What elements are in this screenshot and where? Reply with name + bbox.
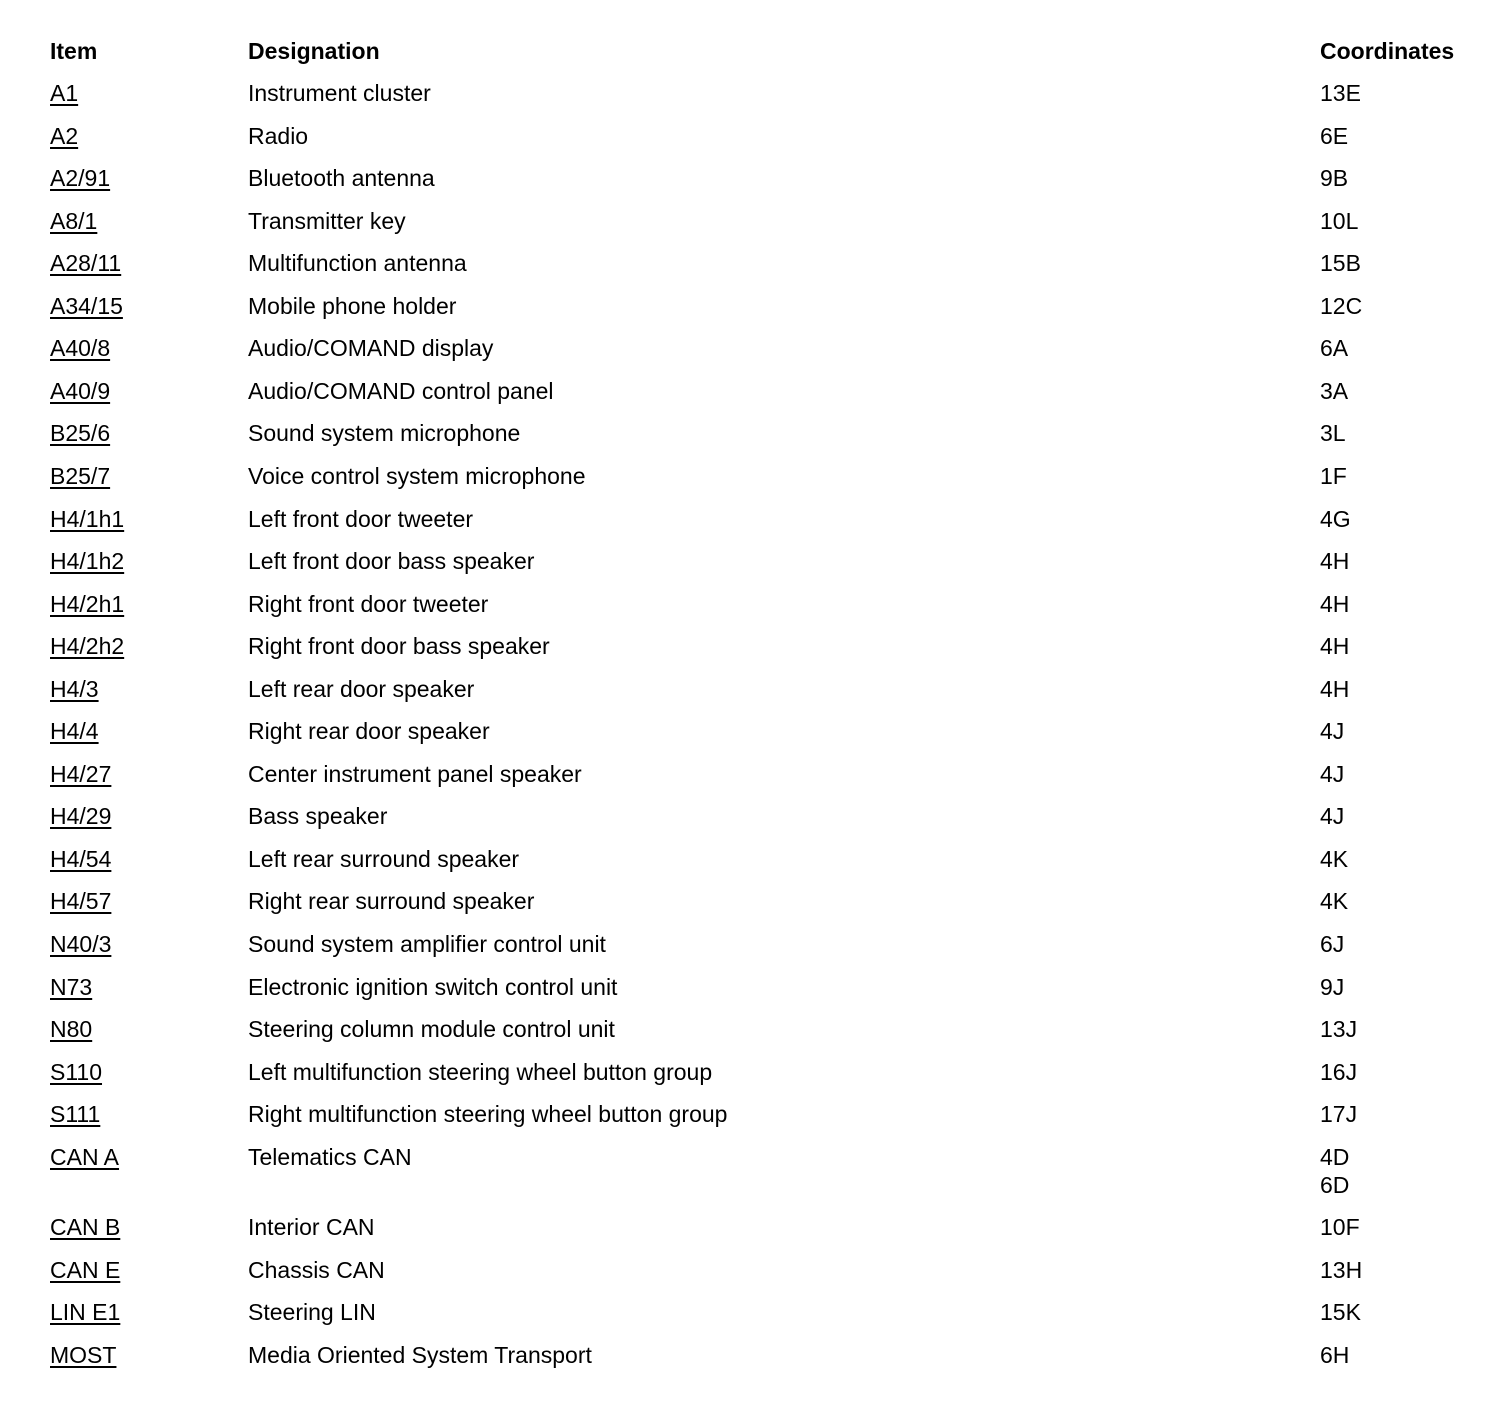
item-cell [50, 1298, 120, 1326]
item-cell [50, 462, 110, 490]
designation-cell: Sound system amplifier control unit [248, 931, 606, 957]
item-cell [50, 1143, 119, 1171]
item-cell [50, 164, 110, 192]
designation-cell: Steering LIN [248, 1299, 376, 1326]
coordinate-value: 10L [1320, 207, 1359, 234]
designation-cell: Right front door tweeter [248, 590, 489, 617]
coordinates-cell [1320, 930, 1344, 958]
item-cell [50, 249, 121, 277]
coordinates-cell [1320, 845, 1348, 873]
coordinate-value: 12C [1320, 292, 1363, 319]
coordinate-value: 3L [1320, 420, 1346, 447]
coordinates-cell [1320, 632, 1349, 660]
coordinates-cell [1320, 1213, 1360, 1241]
coordinates-cell [1320, 802, 1344, 830]
designation-cell: Telematics CAN [248, 1143, 412, 1170]
designation-cell: Bass speaker [248, 803, 388, 830]
designation-cell: Audio/COMAND display [248, 335, 494, 362]
coordinate-value: 4J [1320, 803, 1345, 830]
coordinates-cell [1320, 590, 1349, 618]
item-cell [50, 505, 124, 533]
item-cell [50, 760, 111, 788]
item-link[interactable]: A34/15 [50, 292, 123, 319]
coordinate-value: 4D [1320, 1143, 1350, 1170]
designation-cell: Transmitter key [248, 207, 406, 234]
designation-cell: Right front door bass speaker [248, 633, 550, 660]
item-cell [50, 1341, 116, 1369]
designation-cell: Left rear surround speaker [248, 845, 520, 872]
designation-cell: Instrument cluster [248, 80, 431, 106]
item-cell [50, 632, 124, 660]
item-cell [50, 845, 111, 873]
coordinate-value: 3A [1320, 377, 1349, 404]
item-link[interactable]: LIN E1 [50, 1299, 121, 1326]
item-cell [50, 1015, 92, 1043]
item-cell [50, 930, 111, 958]
item-link[interactable]: A40/8 [50, 335, 111, 362]
item-link[interactable]: CAN A [50, 1143, 120, 1170]
designation-cell: Multifunction antenna [248, 250, 467, 277]
item-cell [50, 973, 92, 1001]
item-cell [50, 887, 111, 915]
coordinates-cell [1320, 122, 1348, 150]
designation-cell: Chassis CAN [248, 1256, 385, 1283]
coordinate-value: 15B [1320, 250, 1361, 277]
item-link[interactable]: B25/6 [50, 420, 111, 447]
header-coordinates: Coordinates [1320, 38, 1455, 64]
coordinates-cell [1320, 973, 1344, 1001]
item-link[interactable]: B25/7 [50, 462, 111, 489]
item-cell [50, 1058, 102, 1086]
coordinate-value: 17J [1320, 1101, 1358, 1128]
coordinate-value: 4J [1320, 718, 1345, 745]
item-link[interactable]: CAN E [50, 1256, 121, 1283]
designation-cell: Mobile phone holder [248, 292, 457, 319]
item-cell [50, 1213, 120, 1241]
coordinate-value: 13H [1320, 1256, 1363, 1283]
item-cell [50, 292, 123, 320]
coordinate-value: 6A [1320, 335, 1349, 362]
coordinate-value: 15K [1320, 1299, 1361, 1326]
coordinate-value: 10F [1320, 1214, 1360, 1241]
coordinates-cell [1320, 760, 1344, 788]
coordinate-value: 13E [1320, 80, 1361, 106]
designation-cell: Right multifunction steering wheel button group [248, 1101, 728, 1128]
item-link[interactable]: H4/1h1 [50, 505, 125, 532]
coordinate-value: 4G [1320, 505, 1351, 532]
item-link[interactable]: H4/2h1 [50, 590, 125, 617]
item-link[interactable]: A40/9 [50, 377, 111, 404]
item-cell [50, 419, 110, 447]
coordinates-cell [1320, 1341, 1349, 1369]
item-link[interactable]: A8/1 [50, 207, 98, 234]
item-link[interactable]: A1 [50, 80, 79, 106]
coordinate-value: 4H [1320, 633, 1350, 660]
item-link[interactable]: CAN B [50, 1214, 121, 1241]
coordinate-value: 9B [1320, 165, 1349, 192]
item-link[interactable]: H4/54 [50, 845, 112, 872]
coordinate-value: 6E [1320, 122, 1349, 149]
coordinate-value: 4H [1320, 675, 1350, 702]
item-cell [50, 334, 110, 362]
coordinate-value: 6J [1320, 931, 1345, 957]
coordinate-value: 4J [1320, 760, 1345, 787]
coordinates-cell [1320, 1100, 1357, 1128]
designation-cell: Steering column module control unit [248, 1016, 615, 1043]
coordinates-cell [1320, 377, 1348, 405]
item-cell [50, 802, 111, 830]
header-item: Item [50, 38, 98, 64]
designation-cell: Interior CAN [248, 1214, 375, 1241]
item-link[interactable]: H4/57 [50, 888, 112, 915]
coordinates-cell [1320, 419, 1346, 447]
item-link[interactable]: A28/11 [50, 250, 122, 277]
item-link[interactable]: H4/2h2 [50, 633, 125, 660]
coordinates-cell [1320, 79, 1361, 107]
coordinates-cell [1320, 334, 1348, 362]
item-link[interactable]: H4/4 [50, 718, 99, 745]
item-link[interactable]: N40/3 [50, 931, 112, 957]
item-link[interactable]: MOST [50, 1341, 117, 1368]
item-link[interactable]: A2 [50, 122, 79, 149]
coordinate-value: 6H [1320, 1341, 1350, 1368]
item-link[interactable]: H4/27 [50, 760, 112, 787]
designation-cell: Left multifunction steering wheel button group [248, 1058, 713, 1085]
item-cell [50, 207, 97, 235]
item-cell [50, 547, 124, 575]
coordinates-cell [1320, 547, 1349, 575]
designation-cell: Right rear door speaker [248, 718, 490, 745]
item-link[interactable]: N73 [50, 973, 93, 1000]
coordinates-cell [1320, 1015, 1357, 1043]
item-cell [50, 79, 78, 107]
coordinate-value: 4H [1320, 590, 1350, 617]
coordinate-value: 4H [1320, 548, 1350, 575]
item-cell [50, 122, 78, 150]
coordinate-value: 4K [1320, 845, 1349, 872]
item-link[interactable]: N80 [50, 1016, 93, 1043]
item-cell [50, 1256, 120, 1284]
designation-cell: Electronic ignition switch control unit [248, 973, 618, 1000]
coordinates-cell [1320, 887, 1348, 915]
item-cell [50, 377, 110, 405]
designation-cell: Left front door tweeter [248, 505, 474, 532]
coordinates-cell [1320, 292, 1362, 320]
item-link[interactable]: S111 [50, 1101, 101, 1128]
item-link[interactable]: H4/1h2 [50, 548, 125, 575]
coordinates-cell [1320, 249, 1361, 277]
item-cell [50, 590, 124, 618]
coordinate-value: 4K [1320, 888, 1349, 915]
coordinates-cell [1320, 207, 1358, 235]
coordinate-value: 6D [1320, 1171, 1350, 1198]
item-link[interactable]: A2/91 [50, 165, 111, 192]
coordinates-cell [1320, 1298, 1361, 1326]
coordinate-value: 1F [1320, 462, 1347, 489]
coordinates-cell [1320, 675, 1349, 703]
header-designation: Designation [248, 38, 380, 64]
designation-cell: Right rear surround speaker [248, 888, 535, 915]
coordinate-value: 16J [1320, 1058, 1358, 1085]
item-link[interactable]: H4/3 [50, 675, 99, 702]
designation-cell: Left front door bass speaker [248, 548, 535, 575]
coordinates-cell [1320, 1256, 1362, 1284]
coordinates-cell [1320, 1058, 1357, 1086]
item-cell [50, 1100, 100, 1128]
item-link[interactable]: S110 [50, 1058, 103, 1085]
designation-cell: Media Oriented System Transport [248, 1341, 592, 1368]
item-link[interactable]: H4/29 [50, 803, 112, 830]
coordinates-cell [1320, 505, 1351, 533]
coordinate-value: 9J [1320, 973, 1345, 1000]
coordinates-cell [1320, 462, 1347, 490]
coordinates-cell [1320, 164, 1348, 192]
coordinates-cell [1320, 1143, 1349, 1199]
item-cell [50, 717, 99, 745]
designation-cell: Bluetooth antenna [248, 165, 435, 192]
coordinate-value: 13J [1320, 1016, 1358, 1043]
coordinates-cell [1320, 717, 1344, 745]
designation-cell: Audio/COMAND control panel [248, 377, 554, 404]
item-cell [50, 675, 99, 703]
designation-cell: Center instrument panel speaker [248, 760, 582, 787]
designation-cell: Radio [248, 122, 309, 149]
designation-cell: Left rear door speaker [248, 675, 475, 702]
designation-cell: Sound system microphone [248, 420, 521, 447]
designation-cell: Voice control system microphone [248, 462, 586, 489]
